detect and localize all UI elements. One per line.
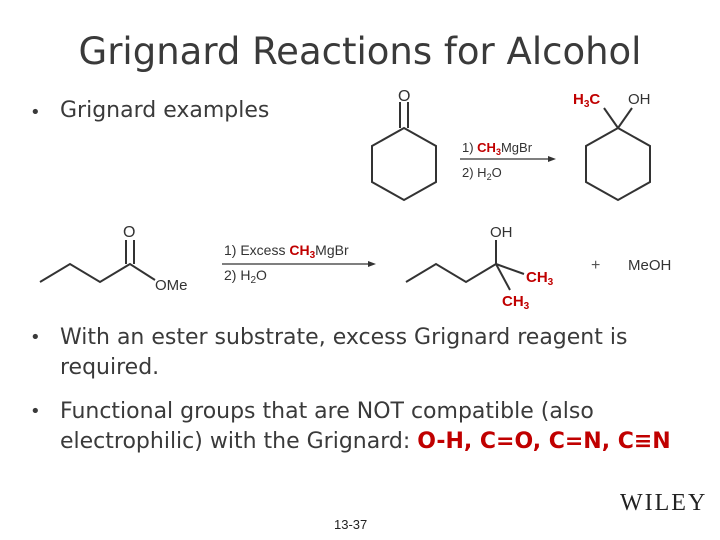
r1-hydroxyl-label: OH: [628, 91, 651, 108]
r1-arrow-head: [548, 156, 556, 162]
methylcyclohexanol-structure: [586, 108, 650, 200]
r2-step1-label: 1) Excess $CH_3MgBr$: [224, 242, 349, 261]
bullet-text: Grignard examples: [60, 98, 270, 123]
bullet-dot: •: [30, 401, 41, 422]
r1-step2-label: 2) $H_2O$: [462, 165, 502, 182]
r2-arrow-head: [368, 261, 376, 267]
ester-structure: [40, 240, 155, 282]
r2-hydroxyl-label: OH: [490, 224, 513, 241]
slide-title: Grignard Reactions for Alcohol: [78, 30, 642, 73]
r1-step1-label: 1) $CH_3MgBr$: [462, 140, 533, 157]
tertiary-alcohol-structure: [406, 240, 524, 290]
r1-methyl-label: $H_3C$: [573, 91, 601, 110]
ester-ome-label: OMe: [155, 277, 188, 294]
r2-methyl-b-label: $CH_3$: [502, 293, 530, 312]
plus-sign: +: [591, 257, 601, 274]
cyclohexanone-structure: [372, 102, 436, 200]
bullet-text: With an ester substrate, excess Grignard reagent is required.: [60, 325, 628, 380]
r2-step2-label: 2) $H_2O$: [224, 267, 267, 286]
slide-number: 13-37: [334, 517, 368, 532]
bullet-dot: •: [30, 102, 41, 123]
r2-methyl-a-label: $CH_3$: [526, 269, 554, 288]
bullet-text: Functional groups that are NOT compatible (also electrophilic) with the Grignard:: [60, 399, 594, 454]
bullet-dot: •: [30, 327, 41, 348]
incompatible-groups-list: O-H, C=O, C=N, C≡N: [417, 429, 671, 454]
wiley-logo: WILEY: [620, 490, 708, 516]
methanol-label: MeOH: [628, 257, 672, 274]
ester-carbonyl-o-label: O: [123, 224, 136, 241]
ketone-oxygen-label: O: [398, 88, 411, 105]
